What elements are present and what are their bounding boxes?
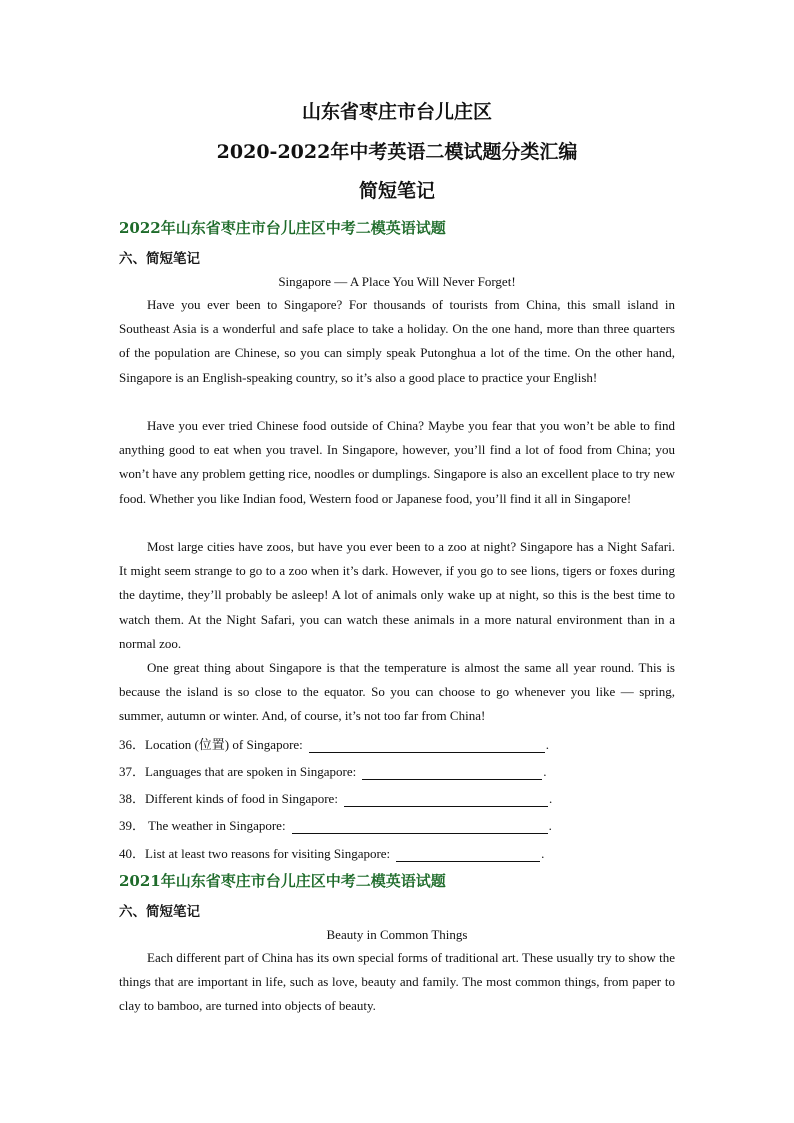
passage-title-2022: Singapore — A Place You Will Never Forget! bbox=[278, 274, 516, 289]
question-37: 37． Languages that are spoken in Singapore: . bbox=[119, 761, 546, 780]
answer-blank[interactable] bbox=[309, 740, 545, 753]
passage-title-2021: Beauty in Common Things bbox=[326, 927, 468, 942]
question-text: The weather in Singapore: bbox=[145, 818, 286, 833]
section-heading-2021: 2021年山东省枣庄市台儿庄区中考二模英语试题 bbox=[119, 872, 446, 890]
answer-blank[interactable] bbox=[362, 767, 542, 780]
question-36: 36． Location (位置) of Singapore: . bbox=[119, 734, 549, 753]
question-number: 36． bbox=[119, 737, 146, 752]
question-text: List at least two reasons for visiting Singapore: bbox=[145, 846, 391, 861]
document-title-line-2: 2020-2022年中考英语二模试题分类汇编 bbox=[216, 141, 578, 163]
question-40: 40． List at least two reasons for visiting Singapore: . bbox=[119, 843, 544, 862]
question-number: 40． bbox=[119, 846, 146, 861]
question-38: 38． Different kinds of food in Singapore: . bbox=[119, 788, 552, 807]
question-number: 37． bbox=[119, 764, 146, 779]
question-text: Different kinds of food in Singapore: bbox=[145, 791, 338, 806]
answer-blank[interactable] bbox=[396, 849, 540, 862]
question-text: Languages that are spoken in Singapore: bbox=[145, 764, 357, 779]
document-title-line-1: 山东省枣庄市台儿庄区 bbox=[301, 101, 492, 123]
section-part-label-2021: 六、简短笔记 bbox=[119, 904, 200, 920]
document-title-line-3: 简短笔记 bbox=[358, 180, 435, 202]
passage-paragraph: Have you ever tried Chinese food outside of China? Maybe you fear that you won’t be able to find anything good to eat when you travel. In Singapore, however, you’ll find a lot of food from China; you won’t have any problem getting rice, noodles or dumplings. Singapore is also an excellent place to try new food. Whether you like Indian food, Western food or Japanese food, you’ll find it all in Singapore! bbox=[119, 418, 675, 506]
question-text: Location (位置) of Singapore: bbox=[145, 737, 303, 752]
passage-paragraph: Each different part of China has its own special forms of traditional art. These usually try to show the things that are important in life, such as love, beauty and family. The most common things, from paper to clay to bamboo, are turned into objects of beauty. bbox=[119, 950, 675, 1014]
answer-blank[interactable] bbox=[292, 821, 548, 834]
question-number: 38． bbox=[119, 791, 146, 806]
section-heading-2022: 2022年山东省枣庄市台儿庄区中考二模英语试题 bbox=[119, 219, 446, 237]
answer-blank[interactable] bbox=[344, 794, 548, 807]
section-part-label-2022: 六、简短笔记 bbox=[119, 251, 200, 267]
passage-paragraph: Most large cities have zoos, but have you ever been to a zoo at night? Singapore has a Night Safari. It might seem strange to go to a zoo when it’s dark. However, if you go to see lions, tigers or foxes during the daytime, they’ll probably be asleep! A lot of animals only wake up at night, so this is the best time to watch them. At the Night Safari, you can watch these animals in a more natural environment than in a normal zoo. bbox=[119, 539, 675, 651]
question-39: 39． The weather in Singapore: . bbox=[119, 815, 552, 834]
question-number: 39． bbox=[119, 818, 146, 833]
passage-paragraph: One great thing about Singapore is that the temperature is almost the same all year round. This is because the island is so close to the equator. So you can choose to go whenever you like — spring, summer, autumn or winter. And, of course, it’s not too far from China! bbox=[119, 660, 675, 724]
passage-paragraph: Have you ever been to Singapore? For thousands of tourists from China, this small island in Southeast Asia is a wonderful and safe place to take a holiday. On the one hand, more than three quarters of the population are Chinese, so you can simply speak Putonghua a lot of the time. On the other hand, Singapore is an English-speaking country, so it’s also a good place to practice your English! bbox=[119, 297, 675, 385]
